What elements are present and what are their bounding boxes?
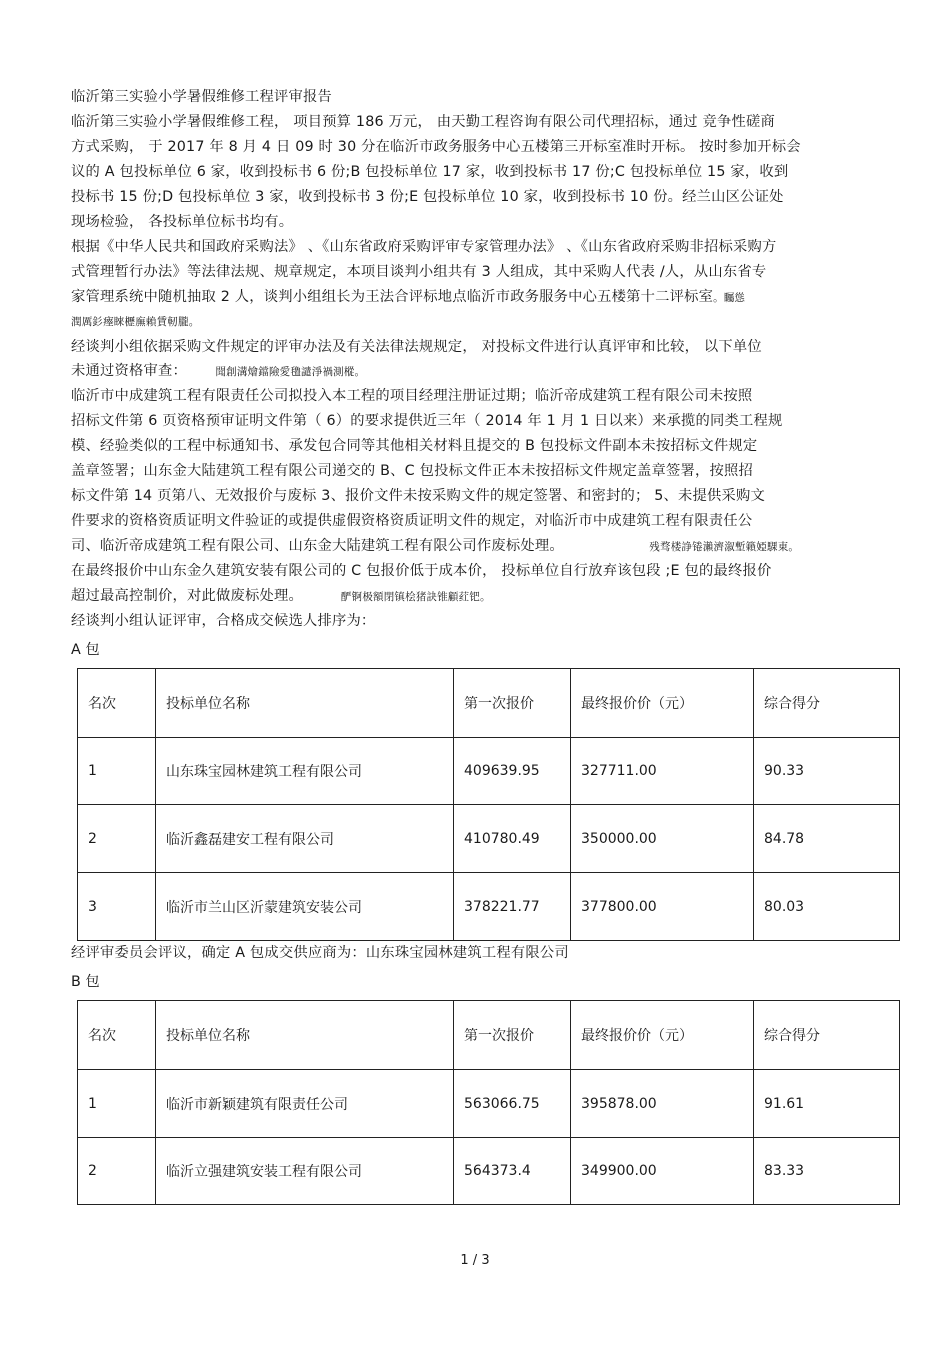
score-cell: 91.61 [754, 1070, 900, 1138]
header-cell: 第一次报价 [454, 1001, 571, 1070]
score-cell: 83.33 [754, 1138, 900, 1205]
text-line: 方式采购， 于 2017 年 8 月 4 日 09 时 30 分在临沂市政务服务中心五楼第三开标室准时开标。 按时参加开标会 [71, 139, 801, 155]
bidder-cell: 临沂市新颖建筑有限责任公司 [156, 1070, 454, 1138]
text-span: 未通过资格审查： [71, 363, 187, 379]
table-row [78, 1070, 900, 1138]
score-cell: 84.78 [754, 805, 900, 873]
header-cell: 最终报价价（元） [571, 1001, 754, 1070]
rank-cell: 1 [78, 738, 156, 805]
garbled-text: 残骛楼諍锩瀨濟溆塹籟婭騍東。 [649, 541, 800, 553]
text-line [71, 362, 365, 381]
first-price-cell: 378221.77 [454, 873, 571, 941]
first-price-cell: 564373.4 [454, 1138, 571, 1205]
score-cell: 80.03 [754, 873, 900, 941]
text-line: 件要求的资格资质证明文件验证的或提供虚假资格资质证明文件的规定，对临沂市中成建筑工程有限责任公 [71, 513, 753, 529]
bidder-cell: 山东珠宝园林建筑工程有限公司 [156, 738, 454, 805]
score-cell: 90.33 [754, 738, 900, 805]
text-line: 根据《中华人民共和国政府采购法》 、《山东省政府采购评审专家管理办法》 、《山东省政府采购非招标采购方 [71, 239, 777, 255]
garbled-text: 聞創溝燴鐺險愛氌譴淨禍測樅。 [215, 366, 366, 378]
package-a-table [77, 668, 900, 941]
table-row [78, 873, 900, 941]
text-line: 盖章签署；山东金大陆建筑工程有限公司递交的 B、C 包投标文件正本未按招标文件规定盖章签署，按照招 [71, 463, 754, 479]
header-cell: 综合得分 [754, 1001, 900, 1070]
report-title: 临沂第三实验小学暑假维修工程评审报告 [71, 89, 332, 105]
text-span: 家管理系统中随机抽取 2 人，谈判小组组长为王法合评标地点临沂市政务服务中心五楼第十二评标室 [71, 289, 714, 305]
text-line: 在最终报价中山东金久建筑安装有限公司的 C 包报价低于成本价， 投标单位自行放弃该包段 ;E 包的最终报价 [71, 563, 772, 579]
final-price-cell: 327711.00 [571, 738, 754, 805]
text-line: 现场检验， 各投标单位标书均有。 [71, 214, 294, 230]
first-price-cell: 409639.95 [454, 738, 571, 805]
table-header-row [78, 669, 900, 738]
first-price-cell: 410780.49 [454, 805, 571, 873]
header-cell: 最终报价价（元） [571, 669, 754, 738]
package-b-label: B 包 [71, 974, 100, 990]
rank-cell: 3 [78, 873, 156, 941]
package-b-table [77, 1000, 900, 1205]
final-price-cell: 350000.00 [571, 805, 754, 873]
final-price-cell: 349900.00 [571, 1138, 754, 1205]
header-cell: 投标单位名称 [156, 1001, 454, 1070]
text-line: 经谈判小组认证评审，合格成交候选人排序为： [71, 613, 376, 629]
text-line: 模、经验类似的工程中标通知书、承发包合同等其他相关材料且提交的 B 包投标文件副本未按招标文件规定 [71, 438, 758, 454]
table-row [78, 738, 900, 805]
final-price-cell: 395878.00 [571, 1070, 754, 1138]
header-cell: 投标单位名称 [156, 669, 454, 738]
table-row [78, 1138, 900, 1205]
text-line: 临沂第三实验小学暑假维修工程， 项目预算 186 万元， 由天勤工程咨询有限公司代理招标，通过 竞争性磋商 [71, 114, 775, 130]
header-cell: 名次 [78, 1001, 156, 1070]
text-line [71, 288, 745, 307]
text-span: 司、临沂帝成建筑工程有限公司、山东金大陆建筑工程有限公司作废标处理。 [71, 538, 564, 554]
bidder-cell: 临沂鑫磊建安工程有限公司 [156, 805, 454, 873]
rank-cell: 1 [78, 1070, 156, 1138]
text-line: 式管理暂行办法》等法律法规、规章规定，本项目谈判小组共有 3 人组成，其中采购人代表 /人，从山东省专 [71, 264, 767, 280]
text-line: 议的 A 包投标单位 6 家，收到投标书 6 份;B 包投标单位 17 家，收到投标书 17 份;C 包投标单位 15 家，收到 [71, 164, 789, 180]
header-cell: 综合得分 [754, 669, 900, 738]
bidder-cell: 临沂立强建筑安装工程有限公司 [156, 1138, 454, 1205]
final-price-cell: 377800.00 [571, 873, 754, 941]
text-span: 超过最高控制价，对此做废标处理。 [71, 588, 303, 604]
bidder-cell: 临沂市兰山区沂蒙建筑安装公司 [156, 873, 454, 941]
page-number: 1 / 3 [460, 1253, 490, 1268]
garbled-text: 潤厲釤瘞睞櫪廡賴賃軔朧。 [71, 316, 200, 328]
text-line: 招标文件第 6 页资格预审证明文件第（ 6）的要求提供近三年（ 2014 年 1 月 1 日以来）来承揽的同类工程规 [71, 413, 783, 429]
garbled-text: 酽锕极額閉镇桧猪訣锥顧荭钯。 [340, 591, 491, 603]
header-cell: 第一次报价 [454, 669, 571, 738]
package-a-label: A 包 [71, 642, 100, 658]
package-a-conclusion: 经评审委员会评议，确定 A 包成交供应商为：山东珠宝园林建筑工程有限公司 [71, 945, 569, 961]
table-row [78, 805, 900, 873]
rank-cell: 2 [78, 1138, 156, 1205]
text-line [71, 587, 491, 606]
first-price-cell: 563066.75 [454, 1070, 571, 1138]
garbled-text: 。矚慫 [713, 292, 746, 304]
text-line: 投标书 15 份;D 包投标单位 3 家，收到投标书 3 份;E 包投标单位 10 家，收到投标书 10 份。经兰山区公证处 [71, 189, 784, 205]
rank-cell: 2 [78, 805, 156, 873]
text-line [71, 537, 799, 556]
header-cell: 名次 [78, 669, 156, 738]
table-header-row [78, 1001, 900, 1070]
text-line: 临沂市中成建筑工程有限责任公司拟投入本工程的项目经理注册证过期；临沂帝成建筑工程有限公司未按照 [71, 388, 753, 404]
text-line: 经谈判小组依据采购文件规定的评审办法及有关法律法规规定， 对投标文件进行认真评审和比较， 以下单位 [71, 339, 762, 355]
text-line: 标文件第 14 页第八、无效报价与废标 3、报价文件未按采购文件的规定签署、和密封的； 5、未提供采购文 [71, 488, 766, 504]
